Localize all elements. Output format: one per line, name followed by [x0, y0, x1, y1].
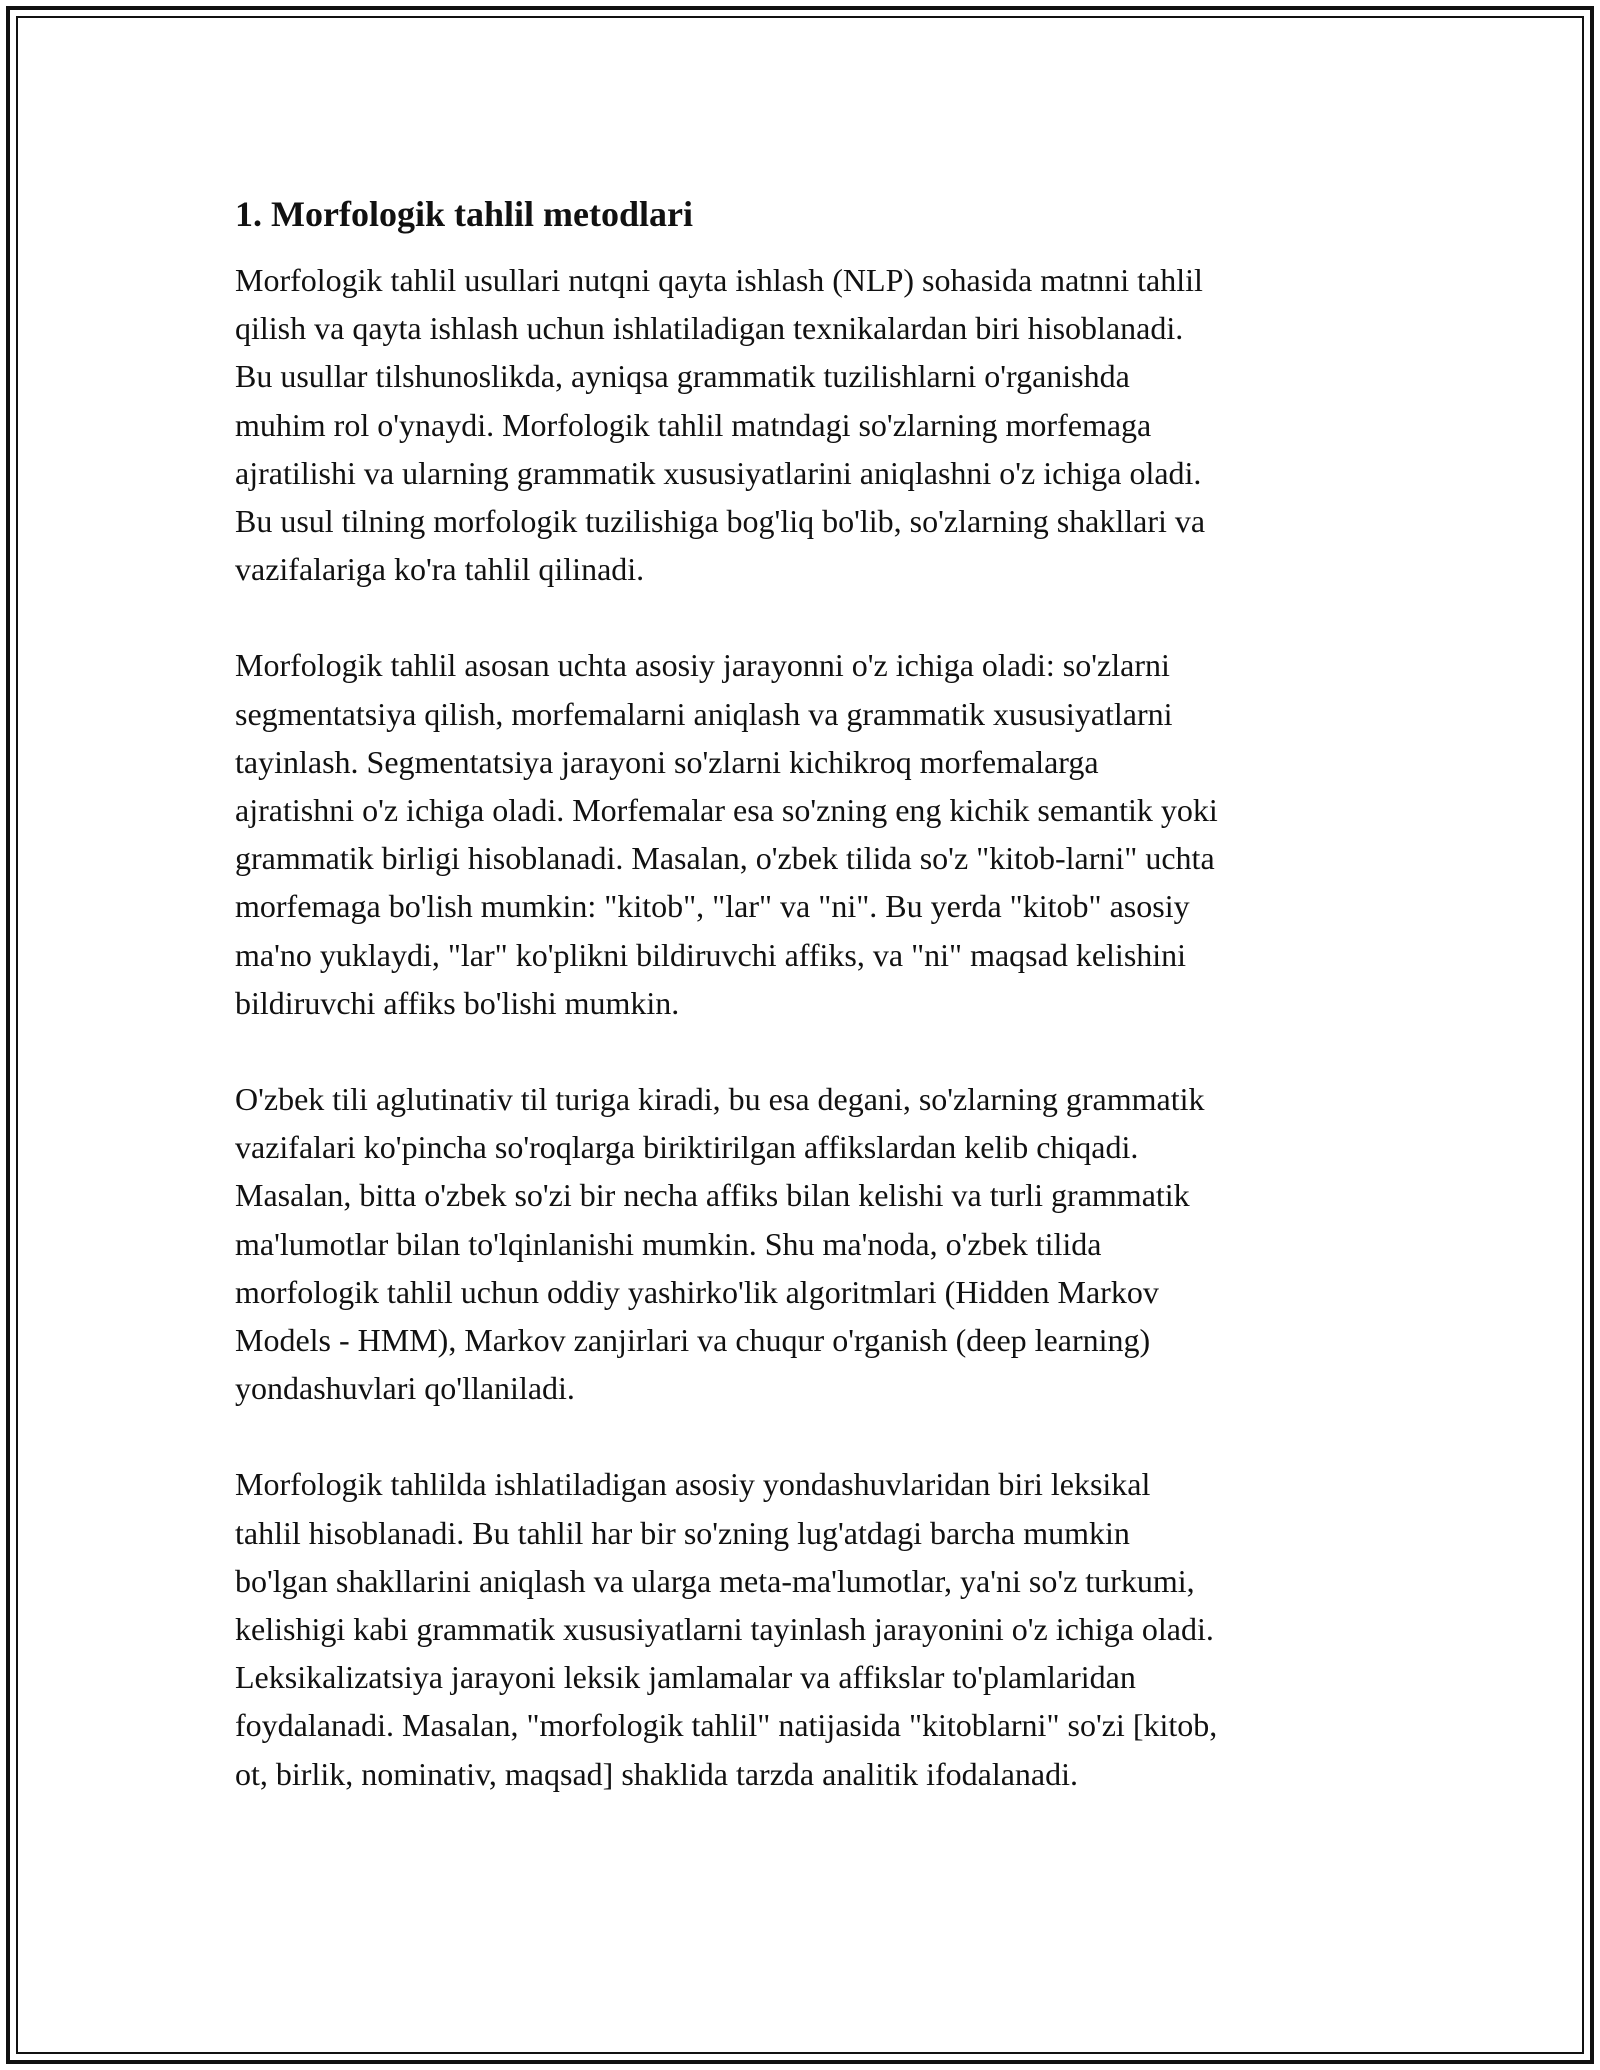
paragraph-line: grammatik birligi hisoblanadi. Masalan, o'zbek tilida so'z "kitob-larni" uchta	[235, 840, 1215, 877]
paragraph-line: morfologik tahlil uchun oddiy yashirko'lik algoritmlari (Hidden Markov	[235, 1273, 1159, 1310]
paragraph-line: Bu usullar tilshunoslikda, ayniqsa grammatik tuzilishlarni o'rganishda	[235, 358, 1130, 395]
paragraph-3	[235, 1075, 1365, 1412]
paragraph-line: foydalanadi. Masalan, "morfologik tahlil" natijasida "kitoblarni" so'zi [kitob,	[235, 1707, 1218, 1744]
paragraph-line: Leksikalizatsiya jarayoni leksik jamlamalar va affikslar to'plamlaridan	[235, 1659, 1136, 1696]
paragraph-line: muhim rol o'ynaydi. Morfologik tahlil matndagi so'zlarning morfemaga	[235, 406, 1152, 443]
paragraph-line: ma'no yuklaydi, "lar" ko'plikni bildiruvchi affiks, va "ni" maqsad kelishini	[235, 936, 1187, 973]
paragraph-line: bo'lgan shakllarini aniqlash va ularga meta-ma'lumotlar, ya'ni so'z turkumi,	[235, 1562, 1195, 1599]
paragraph-line: ajratilishi va ularning grammatik xususiyatlarini aniqlashni o'z ichiga oladi.	[235, 454, 1202, 491]
paragraph-line: bildiruvchi affiks bo'lishi mumkin.	[235, 984, 680, 1021]
paragraph-line: Morfologik tahlil asosan uchta asosiy jarayonni o'z ichiga oladi: so'zlarni	[235, 647, 1170, 684]
paragraph-line: Models - HMM), Markov zanjirlari va chuqur o'rganish (deep learning)	[235, 1322, 1151, 1359]
paragraph-line: Morfologik tahlil usullari nutqni qayta ishlash (NLP) sohasida matnni tahlil	[235, 262, 1203, 298]
paragraph-line: qilish va qayta ishlash uchun ishlatiladigan texnikalardan biri hisoblanadi.	[235, 310, 1184, 347]
paragraph-line: Masalan, bitta o'zbek so'zi bir necha affiks bilan kelishi va turli grammatik	[235, 1177, 1190, 1214]
section-heading: 1. Morfologik tahlil metodlari	[235, 194, 693, 234]
paragraph-2	[235, 641, 1365, 1027]
paragraph-4	[235, 1460, 1365, 1797]
paragraph-line: O'zbek tili aglutinativ til turiga kiradi, bu esa degani, so'zlarning grammatik	[235, 1081, 1205, 1118]
paragraph-line: kelishigi kabi grammatik xususiyatlarni tayinlash jarayonini o'z ichiga oladi.	[235, 1611, 1214, 1648]
paragraph-line: segmentatsiya qilish, morfemalarni aniqlash va grammatik xususiyatlarni	[235, 695, 1173, 732]
paragraph-line: Morfologik tahlilda ishlatiladigan asosiy yondashuvlaridan biri leksikal	[235, 1466, 1151, 1503]
paragraph-line: tayinlash. Segmentatsiya jarayoni so'zlarni kichikroq morfemalarga	[235, 743, 1099, 780]
paragraph-1	[235, 256, 1365, 593]
paragraph-line: ajratishni o'z ichiga oladi. Morfemalar esa so'zning eng kichik semantik yoki	[235, 792, 1218, 829]
paragraph-line: Bu usul tilning morfologik tuzilishiga bog'liq bo'lib, so'zlarning shakllari va	[235, 503, 1206, 540]
document-content	[235, 190, 1365, 1846]
paragraph-line: vazifalariga ko'ra tahlil qilinadi.	[235, 551, 645, 588]
paragraph-line: vazifalari ko'pincha so'roqlarga biriktirilgan affikslardan kelib chiqadi.	[235, 1129, 1139, 1166]
paragraph-line: tahlil hisoblanadi. Bu tahlil har bir so'zning lug'atdagi barcha mumkin	[235, 1514, 1130, 1551]
paragraph-line: ot, birlik, nominativ, maqsad] shaklida tarzda analitik ifodalanadi.	[235, 1755, 1079, 1792]
paragraph-line: morfemaga bo'lish mumkin: "kitob", "lar" va "ni". Bu yerda "kitob" asosiy	[235, 888, 1190, 925]
paragraph-line: yondashuvlari qo'llaniladi.	[235, 1370, 575, 1407]
paragraph-line: ma'lumotlar bilan to'lqinlanishi mumkin. Shu ma'noda, o'zbek tilida	[235, 1225, 1102, 1262]
